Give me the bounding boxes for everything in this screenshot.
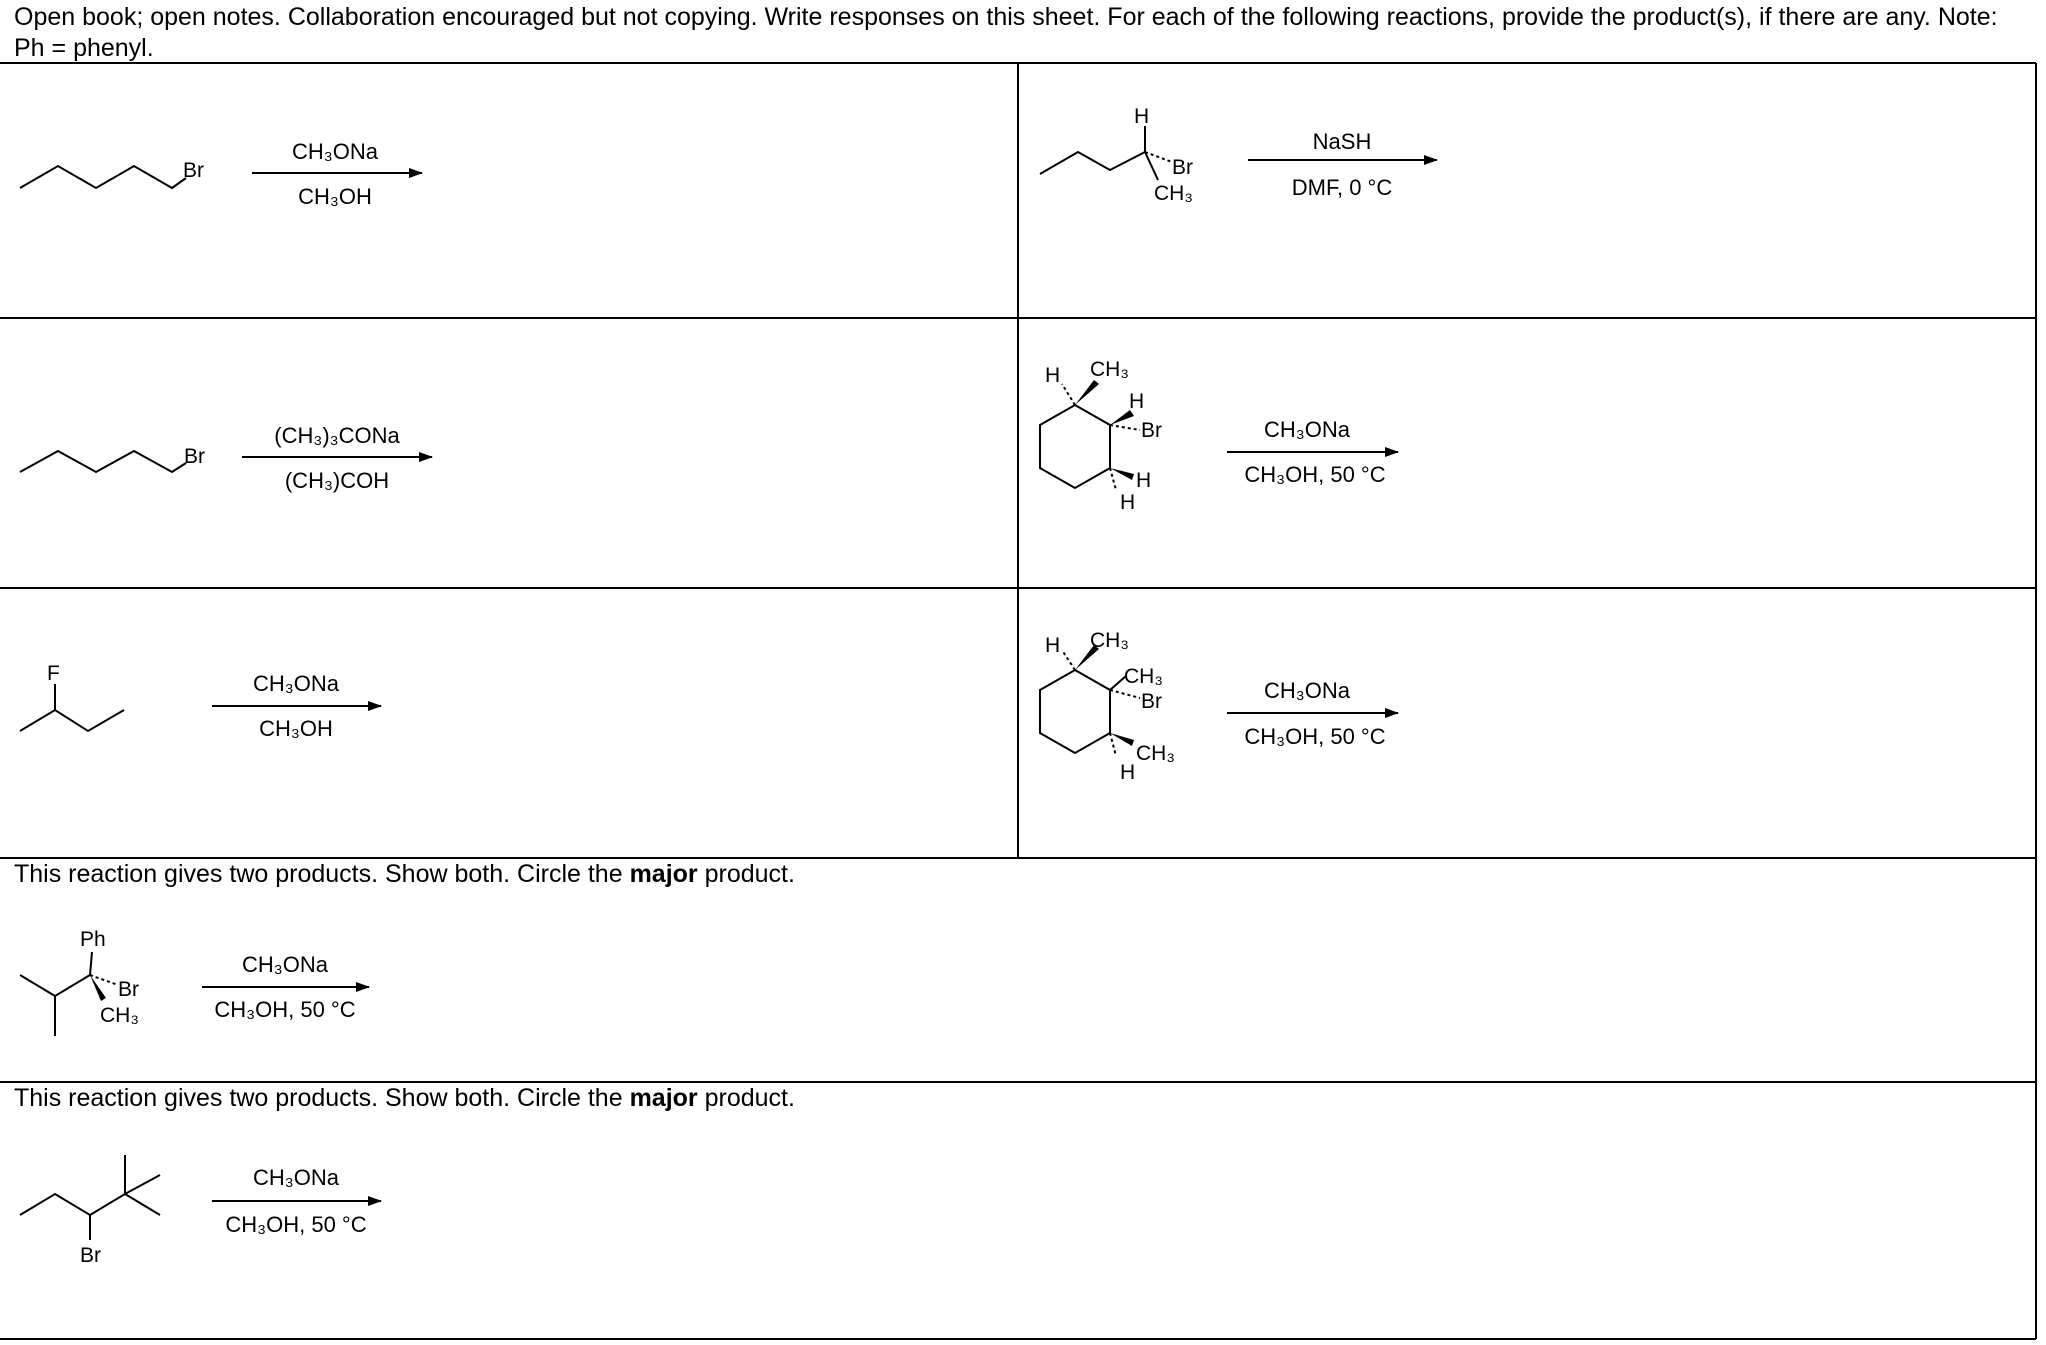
conditions-label: DMF, 0 °C (1291, 175, 1393, 200)
reaction-6 (1040, 629, 1398, 784)
substituent-label: Br (1141, 419, 1162, 442)
substituent-label: Br (1172, 156, 1193, 179)
reagent-label: CH₃ONa (253, 1165, 339, 1190)
reaction-7 (20, 928, 369, 1036)
conditions-label: CH₃OH, 50 °C (1244, 462, 1386, 487)
conditions-label: CH₃OH, 50 °C (1244, 724, 1386, 749)
reagent-label: CH₃ONa (292, 139, 378, 164)
substituent-label: CH₃ (1154, 182, 1193, 205)
instructions: Open book; open notes. Collaboration encouraged but not copying. Write responses on this sheet. For each of the following reactions, provide the product(s), if there are any. Note: Ph = phenyl. (14, 3, 1998, 62)
substituent-label: Br (184, 445, 205, 468)
bromobutane-skeleton (20, 451, 186, 472)
conditions-label: (CH₃)COH (284, 468, 390, 493)
substituent-label: F (47, 662, 60, 685)
answer-grid (0, 63, 2036, 1339)
reagent-label: NaSH (1312, 129, 1372, 154)
conditions-label: CH₃OH (259, 716, 333, 741)
fluorobutane-skeleton (20, 710, 124, 731)
bromobutane-skeleton (20, 166, 186, 188)
substituent-label: H (1045, 364, 1061, 387)
reagent-label: CH₃ONa (1264, 417, 1350, 442)
substituent-label: CH₃ (1136, 742, 1175, 765)
substituent-label: H (1129, 390, 1145, 413)
reagent-label: CH₃ONa (1264, 678, 1350, 703)
substituent-label: H (1045, 634, 1061, 657)
substituent-label: CH₃ (1090, 629, 1129, 652)
cyclohexane-ring (1040, 670, 1110, 753)
two-product-note: This reaction gives two products. Show both. Circle the major product. (14, 1084, 795, 1112)
substituent-label: H (1120, 491, 1136, 514)
reaction-5 (20, 662, 381, 741)
reaction-8 (20, 1155, 381, 1267)
reagent-label: (CH₃)₃CONa (274, 423, 400, 448)
conditions-label: CH₃OH, 50 °C (214, 997, 356, 1022)
substituent-label: CH₃ (100, 1004, 139, 1027)
cyclohexane-ring (1040, 405, 1110, 488)
substituent-label: CH₃ (1124, 665, 1163, 688)
substituent-label: CH₃ (1090, 358, 1129, 381)
substituent-label: H (1120, 761, 1136, 784)
skeleton-bond (20, 975, 55, 996)
reaction-3 (20, 423, 432, 493)
reagent-label: CH₃ONa (242, 952, 328, 977)
two-product-note: This reaction gives two products. Show both. Circle the major product. (14, 860, 795, 888)
substituent-label: Br (80, 1244, 101, 1267)
substituent-label: Ph (80, 928, 106, 951)
substituent-label: Br (183, 159, 204, 182)
substituent-label: Br (1141, 690, 1162, 713)
skeleton-bond (20, 1194, 125, 1215)
conditions-label: CH₃OH, 50 °C (225, 1212, 367, 1237)
substituent-label: Br (118, 978, 139, 1001)
reaction-2 (1040, 105, 1437, 205)
reaction-1 (20, 139, 422, 209)
sec-bromide-skeleton (1040, 152, 1145, 174)
reaction-4 (1040, 358, 1398, 514)
conditions-label: CH₃OH (298, 184, 372, 209)
reagent-label: CH₃ONa (253, 671, 339, 696)
substituent-label: H (1134, 105, 1150, 128)
substituent-label: H (1136, 469, 1152, 492)
